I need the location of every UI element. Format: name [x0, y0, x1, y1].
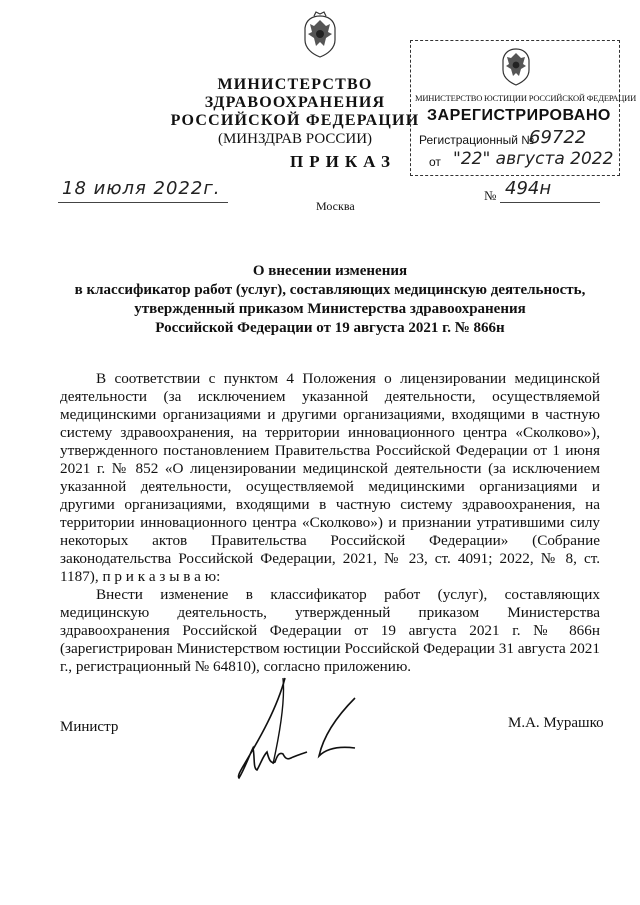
stamp-title: ЗАРЕГИСТРИРОВАНО [427, 107, 611, 124]
title-line2: в классификатор работ (услуг), составляющих медицинскую деятельность, [74, 282, 586, 298]
registration-stamp [410, 40, 637, 176]
body-paragraph-2: Внести изменение в классификатор работ (услуг), составляющих медицинскую деятельность, утвержденный приказом Министерства здравоохранения Российской Федерации от 19 августа 2021 г. № 866н (зарегистрирован Министерством юстиции Российской Федерации 31 августа 2021 г., регистрационный № 64810), согласно приложению. [60, 586, 600, 675]
order-number-label: № [484, 188, 497, 203]
stamp-authority: МИНИСТЕРСТВО ЮСТИЦИИ РОССИЙСКОЙ ФЕДЕРАЦИИ [415, 93, 637, 103]
body-paragraph-1: В соответствии с пунктом 4 Положения о лицензировании медицинской деятельности (за исключением указанной деятельности, осуществляемой медицинскими организациями и другими организациями, входящими в частную систему здравоохранения, на территории инновационного центра «Сколково»), утвержденного постановлением Правительства Российской Федерации от 1 июня 2021 г. № 852 «О лицензировании медицинской деятельности (за исключением указанной деятельности, осуществляемой медицинскими организациями и другими организациями, входящими в частную систему здравоохранения, на территории инновационного центра «Сколково») и признании утратившими силу некоторых актов Правительства Российской Федерации» (Собрание законодательства Российской Федерации, 2021, № 23, ст. 4091; 2022, № 8, ст. 1187), п р и к а з ы в а ю: [60, 370, 600, 585]
stamp-reg-number: 69722 [529, 127, 587, 148]
document-body [60, 370, 600, 676]
order-date: 18 июля 2022г. [62, 178, 221, 199]
handwritten-signature [215, 668, 365, 788]
number-underline [500, 202, 600, 203]
signatory-role: Министр [60, 719, 119, 735]
ministry-name-line2: РОССИЙСКОЙ ФЕДЕРАЦИИ [170, 112, 420, 129]
title-line3: утвержденный приказом Министерства здравоохранения [134, 301, 526, 317]
ministry-short-name: (МИНЗДРАВ РОССИИ) [217, 131, 373, 147]
date-underline [58, 202, 228, 203]
document-title [60, 262, 600, 338]
stamp-emblem-icon [499, 45, 533, 87]
signatory-name: М.А. Мурашко [508, 715, 604, 731]
title-line4: Российской Федерации от 19 августа 2021 г. № 866н [155, 320, 505, 336]
title-line1: О внесении изменения [252, 263, 408, 279]
document-type: ПРИКАЗ [290, 152, 396, 171]
stamp-reg-label: Регистрационный № [419, 133, 535, 147]
ministry-header [150, 76, 440, 148]
coat-of-arms-icon [300, 10, 340, 60]
stamp-date-label: от [429, 155, 441, 169]
ministry-name-line1: МИНИСТЕРСТВО ЗДРАВООХРАНЕНИЯ [204, 76, 386, 111]
city: Москва [316, 199, 355, 213]
stamp-date-value: "22" августа 2022 [453, 149, 614, 169]
order-number: 494н [505, 178, 552, 199]
